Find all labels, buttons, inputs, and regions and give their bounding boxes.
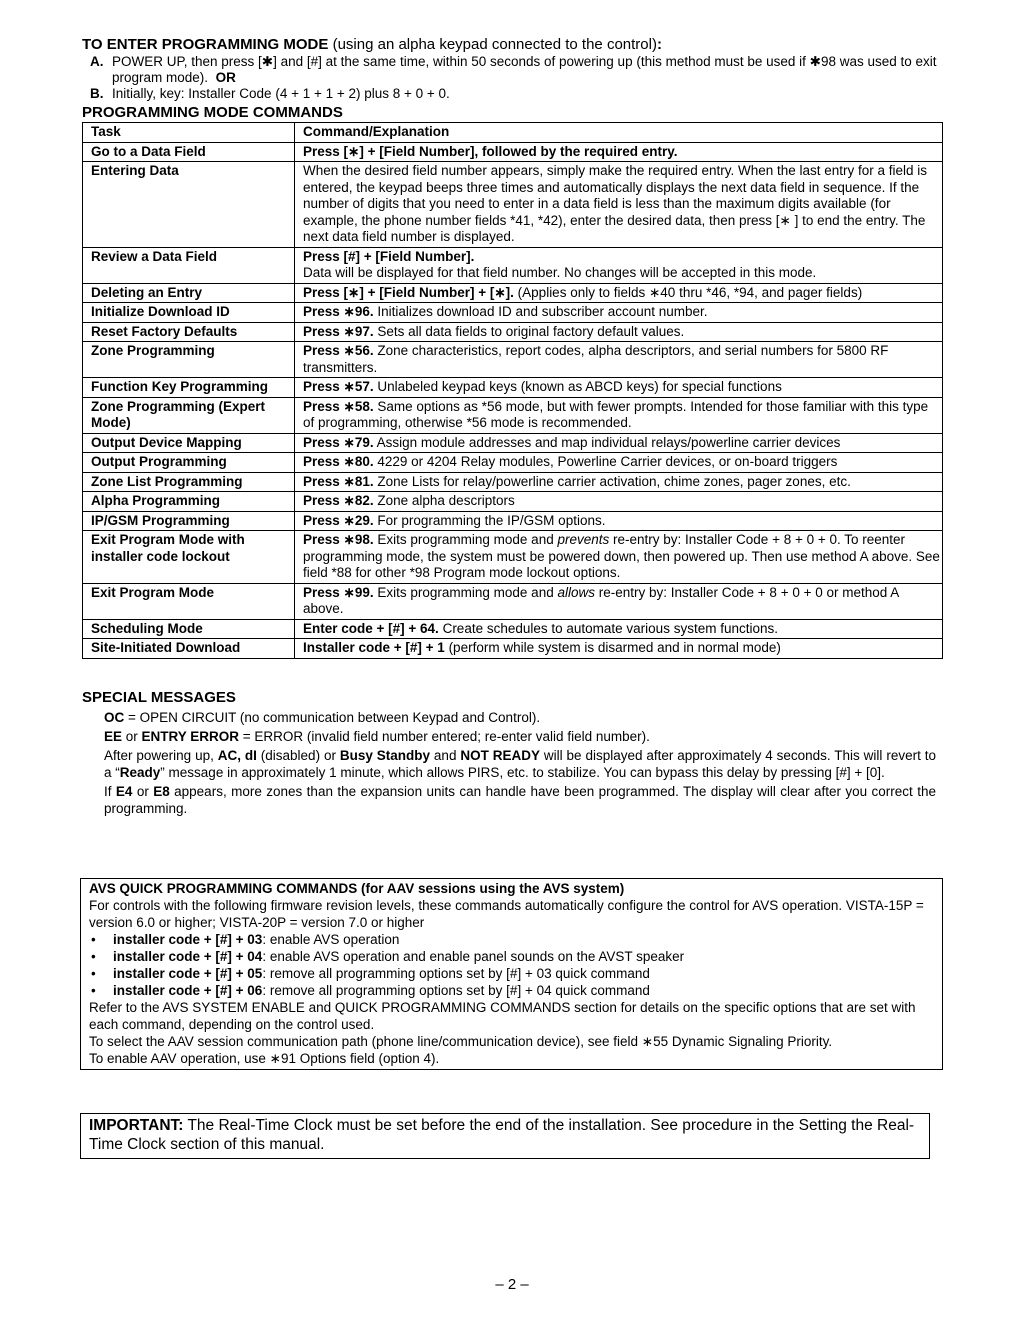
avs-refer: Refer to the AVS SYSTEM ENABLE and QUICK PROGRAMMING COMMANDS section for details on the specific options that are set with each command, depending on the control used. xyxy=(89,1000,916,1032)
task-cell: Go to a Data Field xyxy=(83,142,295,162)
e4-code: E4 xyxy=(115,783,133,799)
command-explanation: For programming the IP/GSM options. xyxy=(373,512,606,528)
task-cell: Initialize Download ID xyxy=(83,303,295,323)
bullet-icon: • xyxy=(91,949,96,964)
table-row xyxy=(83,342,943,378)
table-header-row xyxy=(83,123,943,143)
pw-1: After powering up, xyxy=(104,747,218,763)
step-a-body: POWER UP, then press [✱] and [#] at the same time, within 50 seconds of powering up (this method must be used if ✱98 was used to exit program mode). xyxy=(112,54,937,85)
task-cell: Alpha Programming xyxy=(83,492,295,512)
task-cell: IP/GSM Programming xyxy=(83,511,295,531)
page-content xyxy=(82,36,944,819)
list-item xyxy=(89,948,934,965)
avs-command-list xyxy=(89,931,934,999)
command-cell xyxy=(295,142,943,162)
pw-5: ” message in approximately 1 minute, which allows PIRS, etc. to stabilize. You can bypass this delay by pressing [#] + [0]. xyxy=(160,764,885,780)
command-cell xyxy=(295,531,943,584)
command-explanation: Create schedules to automate various system functions. xyxy=(438,620,778,636)
step-b-text: Initially, key: Installer Code (4 + 1 + 1 + 2) plus 8 + 0 + 0. xyxy=(112,86,450,101)
msg-power-up xyxy=(104,747,936,781)
task-cell: Zone Programming xyxy=(83,342,295,378)
step-a-label: A. xyxy=(90,54,104,69)
command-keys: Press ∗58. xyxy=(303,398,374,414)
command-cell xyxy=(295,378,943,398)
avs-title: AVS QUICK PROGRAMMING COMMANDS (for AAV sessions using the AVS system) xyxy=(89,881,625,896)
task-cell: Function Key Programming xyxy=(83,378,295,398)
oc-text: = OPEN CIRCUIT (no communication between Keypad and Control). xyxy=(124,709,541,725)
command-keys: Press ∗57. xyxy=(303,379,374,394)
command-explanation: Exits programming mode and xyxy=(373,532,558,547)
avs-command: installer code + [#] + 06 xyxy=(113,983,263,998)
pw-not-ready: NOT READY xyxy=(460,747,540,763)
command-keys: Press [∗] + [Field Number], followed by the required entry. xyxy=(303,143,678,159)
table-row xyxy=(83,619,943,639)
avs-command: installer code + [#] + 03 xyxy=(113,932,263,947)
avs-item-text xyxy=(113,931,399,948)
task-cell: Output Device Mapping xyxy=(83,433,295,453)
command-keys: Press ∗80. xyxy=(303,454,374,469)
table-row xyxy=(83,283,943,303)
command-explanation: Zone Lists for relay/powerline carrier activation, chime zones, pager zones, etc. xyxy=(373,473,851,489)
special-title: SPECIAL MESSAGES xyxy=(82,688,236,706)
avs-command-desc: : enable AVS operation and enable panel sounds on the AVST speaker xyxy=(262,949,685,964)
command-keys: Press ∗97. xyxy=(303,323,374,339)
command-keys: Press ∗56. xyxy=(303,343,374,358)
command-cell xyxy=(295,639,943,659)
task-cell: Zone List Programming xyxy=(83,472,295,492)
command-explanation: Zone characteristics, report codes, alpha descriptors, and serial numbers for 5800 RF transmitters. xyxy=(303,343,889,375)
command-keys: Enter code + [#] + 64. xyxy=(303,620,439,636)
e4-3: appears, more zones than the expansion units can handle have been programmed. The display will clear after you correct the programming. xyxy=(104,783,936,816)
task-cell: Exit Program Mode xyxy=(83,583,295,619)
command-cell xyxy=(295,342,943,378)
pw-3: and xyxy=(430,747,461,763)
special-body xyxy=(82,709,944,817)
msg-oc xyxy=(104,709,936,726)
avs-command-desc: : remove all programming options set by [#] + 03 quick command xyxy=(262,966,650,981)
table-row xyxy=(83,397,943,433)
table-row xyxy=(83,142,943,162)
enter-programming-title xyxy=(82,36,944,54)
table-row xyxy=(83,247,943,283)
ee-code: EE xyxy=(104,728,123,744)
avs-item-text xyxy=(113,948,684,965)
avs-command-desc: : remove all programming options set by [#] + 04 quick command xyxy=(262,983,650,998)
command-keys: Press ∗99. xyxy=(303,584,374,600)
command-keys: Press ∗82. xyxy=(303,493,374,508)
command-keys: Press ∗29. xyxy=(303,512,374,528)
col-command-header: Command/Explanation xyxy=(295,123,943,143)
command-cell xyxy=(295,322,943,342)
command-explanation: Assign module addresses and map individual relays/powerline carrier devices xyxy=(373,434,841,450)
enter-title-colon: : xyxy=(656,36,662,53)
task-cell: Output Programming xyxy=(83,453,295,473)
table-row xyxy=(83,583,943,619)
command-explanation: When the desired field number appears, simply make the required entry. When the last entry for a field is entered, the keypad beeps three times and automatically displays the next data field in sequence. If the number of digits that you need to enter in a data field is less than the maximum digits available (for example, the phone number fields *41, *42), enter the desired data, then press [∗ ] to end the entry. The next data field number is displayed. xyxy=(303,163,928,244)
command-explanation: prevents xyxy=(557,532,610,547)
command-explanation: Sets all data fields to original factory default values. xyxy=(373,323,685,339)
command-explanation: Data will be displayed for that field number. No changes will be accepted in this mode. xyxy=(303,265,817,280)
enter-title-bold: TO ENTER PROGRAMMING MODE xyxy=(82,36,329,53)
task-cell: Scheduling Mode xyxy=(83,619,295,639)
commands-table xyxy=(82,122,943,659)
ee-or: or xyxy=(122,728,142,744)
msg-e4-e8 xyxy=(104,783,936,817)
table-row xyxy=(83,322,943,342)
command-explanation: Same options as *56 mode, but with fewer prompts. Intended for those familiar with this type of programming, otherwise *56 mode is recommended. xyxy=(303,398,929,430)
command-keys: Press [#] + [Field Number]. xyxy=(303,248,475,264)
list-item xyxy=(89,965,934,982)
command-explanation: allows xyxy=(557,584,595,600)
command-explanation: re-entry by: Installer Code + 8 + 0 + 0. To reenter programming mode, the system must be powered down, then powered up. Then use method A above. See field *88 for other *98 Program mode lockout options. xyxy=(303,532,940,580)
e4-2: or xyxy=(132,783,154,799)
step-a-or: OR xyxy=(215,70,236,85)
task-cell: Deleting an Entry xyxy=(83,283,295,303)
step-a xyxy=(82,54,944,86)
command-keys: Press ∗79. xyxy=(303,434,374,450)
e4-1: If xyxy=(104,783,116,799)
table-row xyxy=(83,511,943,531)
bullet-icon: • xyxy=(91,966,96,981)
command-explanation: Unlabeled keypad keys (known as ABCD keys) for special functions xyxy=(373,379,782,394)
command-explanation: re-entry by: Installer Code + 8 + 0 + 0 or method A above. xyxy=(303,584,899,616)
command-cell xyxy=(295,303,943,323)
avs-command-desc: : enable AVS operation xyxy=(262,932,400,947)
col-task-header: Task xyxy=(83,123,295,143)
oc-code: OC xyxy=(104,709,125,725)
table-row xyxy=(83,531,943,584)
command-keys: Press [∗] + [Field Number] + [∗]. xyxy=(303,284,514,300)
command-cell xyxy=(295,619,943,639)
task-cell: Zone Programming (Expert Mode) xyxy=(83,397,295,433)
task-cell: Review a Data Field xyxy=(83,247,295,283)
ee-entry-error: ENTRY ERROR xyxy=(141,728,240,744)
enter-title-rest: (using an alpha keypad connected to the control) xyxy=(328,36,657,53)
task-cell: Entering Data xyxy=(83,162,295,248)
task-cell: Reset Factory Defaults xyxy=(83,322,295,342)
avs-item-text xyxy=(113,965,650,982)
table-row xyxy=(83,639,943,659)
table-row xyxy=(83,378,943,398)
command-explanation: (Applies only to fields ∗40 thru *46, *94, and pager fields) xyxy=(513,284,863,300)
command-explanation: 4229 or 4204 Relay modules, Powerline Carrier devices, or on-board triggers xyxy=(373,454,838,469)
table-row xyxy=(83,303,943,323)
ee-text: = ERROR (invalid field number entered; re-enter valid field number). xyxy=(239,728,650,744)
table-row xyxy=(83,453,943,473)
avs-path: To select the AAV session communication path (phone line/communication device), see field ∗55 Dynamic Signaling Priority. xyxy=(89,1034,833,1049)
avs-command: installer code + [#] + 05 xyxy=(113,966,263,981)
pw-ac: AC, dI xyxy=(217,747,257,763)
command-cell xyxy=(295,511,943,531)
pw-4: will be displayed after approximately 4 seconds. This will revert to a “ xyxy=(104,747,936,780)
list-item xyxy=(89,931,934,948)
task-cell: Site-Initiated Download xyxy=(83,639,295,659)
step-b-label: B. xyxy=(90,86,104,101)
task-cell: Exit Program Mode with installer code lockout xyxy=(83,531,295,584)
step-a-text xyxy=(112,54,944,86)
important-label: IMPORTANT: xyxy=(89,1117,184,1134)
command-explanation: Zone alpha descriptors xyxy=(373,493,515,508)
page-number: – 2 – xyxy=(495,1276,529,1293)
important-text: The Real-Time Clock must be set before the end of the installation. See procedure in the Setting the Real-Time Clock section of this manual. xyxy=(89,1117,915,1153)
avs-intro: For controls with the following firmware revision levels, these commands automatically configure the control for AVS operation. VISTA-15P = version 6.0 or higher; VISTA-20P = version 7.0 or higher xyxy=(89,898,924,930)
command-keys: Press ∗96. xyxy=(303,304,374,319)
msg-ee xyxy=(104,728,936,745)
command-cell xyxy=(295,472,943,492)
table-row xyxy=(83,162,943,248)
table-row xyxy=(83,433,943,453)
command-keys: Press ∗98. xyxy=(303,532,374,547)
command-cell xyxy=(295,247,943,283)
bullet-icon: • xyxy=(91,983,96,998)
pw-2: (disabled) or xyxy=(256,747,340,763)
command-keys: Press ∗81. xyxy=(303,473,374,489)
command-cell xyxy=(295,283,943,303)
pw-ready: Ready xyxy=(119,764,161,780)
special-messages xyxy=(82,689,944,817)
table-row xyxy=(83,492,943,512)
command-cell xyxy=(295,492,943,512)
e8-code: E8 xyxy=(153,783,170,799)
avs-item-text xyxy=(113,982,650,999)
important-box xyxy=(80,1113,930,1159)
bullet-icon: • xyxy=(91,932,96,947)
step-b xyxy=(82,86,944,102)
list-item xyxy=(89,982,934,999)
enter-steps xyxy=(82,54,944,102)
avs-quick-programming-box xyxy=(80,878,943,1070)
command-cell xyxy=(295,162,943,248)
command-explanation: Initializes download ID and subscriber account number. xyxy=(373,304,708,319)
command-keys: Installer code + [#] + 1 xyxy=(303,640,445,655)
command-cell xyxy=(295,583,943,619)
table-row xyxy=(83,472,943,492)
command-explanation: (perform while system is disarmed and in normal mode) xyxy=(444,640,781,655)
command-cell xyxy=(295,433,943,453)
commands-title: PROGRAMMING MODE COMMANDS xyxy=(82,104,343,121)
command-cell xyxy=(295,453,943,473)
command-explanation: Exits programming mode and xyxy=(373,584,558,600)
pw-busy: Busy Standby xyxy=(339,747,431,763)
command-cell xyxy=(295,397,943,433)
avs-command: installer code + [#] + 04 xyxy=(113,949,263,964)
avs-enable: To enable AAV operation, use ∗91 Options field (option 4). xyxy=(89,1051,440,1066)
